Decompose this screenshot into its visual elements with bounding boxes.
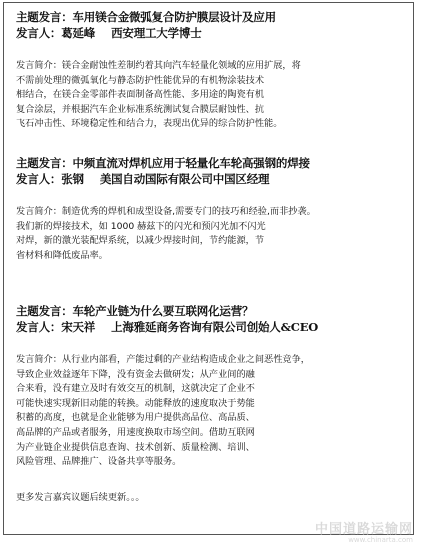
site-watermark	[315, 523, 413, 544]
intro-line: 相结合，在镁合金零部件表面制备高性能、多用途的陶瓷有机	[16, 89, 265, 101]
topic-block	[16, 155, 316, 263]
topic-intro	[16, 59, 301, 132]
watermark-en: www.chinarta.com	[348, 536, 413, 544]
footer-note: 更多发言嘉宾议题后续更新。。。	[16, 492, 145, 503]
topic-block	[16, 303, 318, 470]
speaker-name: 葛延峰	[61, 26, 96, 40]
topic-title-line	[16, 9, 301, 25]
intro-line: 导致企业效益逐年下降，没有资金去做研发；从产业间的融	[16, 368, 255, 380]
topic-title-label: 主题发言：	[16, 10, 73, 24]
intro-line: 积蓄的高度，也就是企业能够为用户提供高品位、高品质、	[16, 412, 255, 424]
watermark-cn: 中国道路运输网	[314, 522, 413, 537]
intro-line: 合来看，没有建立及时有效交互的机制，这就决定了企业不	[16, 383, 255, 395]
speaker-name: 宋天祥	[61, 320, 96, 334]
speaker-affiliation: 上海雅延商务咨询有限公司创始人&CEO	[111, 320, 319, 334]
topic-title-line	[16, 303, 318, 319]
topic-title: 车用镁合金微弧复合防护膜层设计及应用	[72, 10, 276, 24]
intro-line: 省材料和降低废品率。	[16, 249, 108, 261]
intro-line: 可能快速实现新旧动能的转换。动能释放的速度取决于势能	[16, 397, 255, 409]
speaker-affiliation: 美国自动国际有限公司中国区经理	[99, 172, 270, 186]
speaker-label: 发言人：	[16, 172, 62, 186]
speaker-line	[16, 319, 318, 335]
speaker-label: 发言人：	[16, 320, 62, 334]
intro-line: 高品牌的产品或者服务，用速度换取市场空间。借助互联网	[16, 426, 255, 438]
intro-line: 为产业链企业提供信息查询、技术创新、质量检测、培训、	[16, 441, 255, 453]
topic-intro	[16, 353, 318, 470]
topic-title: 车轮产业链为什么要互联网化运营？	[72, 304, 254, 318]
speaker-line	[16, 171, 316, 187]
intro-line: 对焊，新的激光装配焊系统，以减少焊接时间，节约能源，节	[16, 235, 265, 247]
topic-title-label: 主题发言：	[16, 156, 73, 170]
topic-intro	[16, 205, 316, 263]
document-frame	[3, 2, 414, 535]
topic-block	[16, 9, 301, 132]
intro-line: 发言简介：制造优秀的焊机和成型设备,需要专门的技巧和经验,而非抄袭。	[16, 206, 316, 217]
speaker-label: 发言人：	[16, 26, 62, 40]
speaker-affiliation: 西安理工大学博士	[111, 26, 202, 40]
intro-line: 我们新的焊接技术，如 1000 赫兹下的闪光和预闪光加不闪光	[16, 220, 266, 232]
speaker-line	[16, 25, 301, 41]
topic-title-line	[16, 155, 316, 171]
intro-line: 发言简介：从行业内部看，产能过剩的产业结构造成企业之间恶性竞争，	[16, 354, 310, 365]
intro-line: 飞石冲击性、环境稳定性和结合力，表现出优异的综合防护性能。	[16, 118, 283, 130]
topic-title-label: 主题发言：	[16, 304, 73, 318]
speaker-name: 张钢	[61, 172, 84, 186]
intro-line: 发言简介：镁合金耐蚀性差制约着其向汽车轻量化领域的应用扩展，将	[16, 60, 301, 71]
topic-title: 中频直流对焊机应用于轻量化车轮高强钢的焊接	[72, 156, 310, 170]
intro-line: 复合涂层，并根据汽车企业标准系统测试复合膜层耐蚀性、抗	[16, 103, 265, 115]
intro-line: 不需前处理的微弧氧化与静态防护性能优异的有机物涂装技术	[16, 74, 265, 86]
intro-line: 风险管理、品牌推广、设备共享等服务。	[16, 456, 182, 468]
